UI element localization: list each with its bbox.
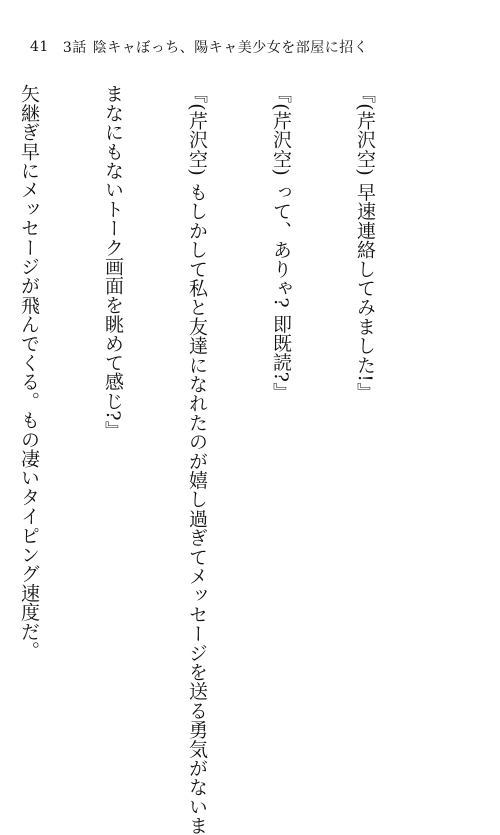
vertical-text-body xyxy=(0,84,435,835)
page-number: 41 xyxy=(30,39,49,55)
chapter-heading xyxy=(63,37,368,57)
text-column: 『(芹沢空) もしかして私と友達になれたのが嬉し過ぎてメッセージを送る勇気がないま xyxy=(186,84,208,835)
page-header xyxy=(30,36,368,58)
text-column: 『(芹沢空) 早速連絡してみました!』 xyxy=(354,84,376,402)
text-column: まなにもないトーク画面を眺めて感じ?』 xyxy=(102,84,124,440)
chapter-label: 3話 xyxy=(62,40,87,56)
text-column: 『(芹沢空) って、ありゃ? 即既読?』 xyxy=(270,84,292,402)
text-column: 矢継ぎ早にメッセージが飛んでくる。もの凄いタイピング速度だ。 xyxy=(18,84,40,660)
chapter-title: 陰キャぼっち、陽キャ美少女を部屋に招く xyxy=(92,40,369,56)
